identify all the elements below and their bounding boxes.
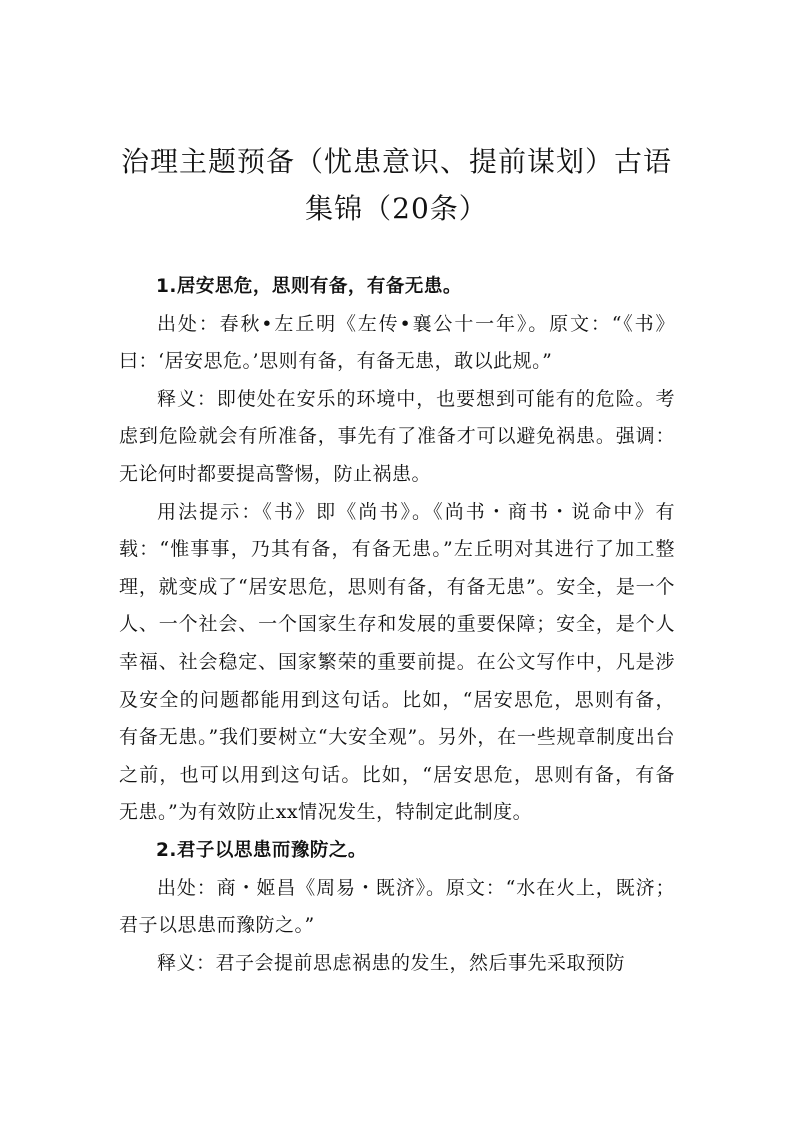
section-2-meaning: 释义：君子会提前思虑祸患的发生，然后事先采取预防 bbox=[157, 951, 626, 974]
section-1-usage: 用法提示：《书》即《尚书》。《尚书・商书・说命中》有载：“惟事事，乃其有备，有备无患。”左丘明对其进行了加工整理，就变成了“居安思危，思则有备，有备无患”。安全，是一个人、一个社会、一个国家生存和发展的重要保障；安全，是个人幸福、社会稳定、国家繁荣的重要前提。在公文写作中，凡是涉及安全的问题都能用到这句话。比如，“居安思危，思则有备，有备无患。”我们要树立“大安全观”。另外，在一些规章制度出台之前，也可以用到这句话。比如，“居安思危，思则有备，有备无患。”为有效防止xx情况发生，特制定此制度。 bbox=[119, 500, 675, 824]
section-2-heading: 2.君子以思患而豫防之。 bbox=[156, 839, 367, 861]
section-1-heading: 1.居安思危，思则有备，有备无患。 bbox=[156, 276, 462, 297]
section-1-meaning: 释义：即使处在安乐的环境中，也要想到可能有的危险。考虑到危险就会有所准备，事先有了准备才可以避免祸患。强调：无论何时都要提高警惕，防止祸患。 bbox=[119, 387, 675, 485]
document-title: 治理主题预备（忧患意识、提前谋划）古语集锦（20条） bbox=[120, 145, 672, 225]
document-body bbox=[119, 268, 675, 982]
section-1-source: 出处：春秋•左丘明《左传•襄公十一年》。原文：“《书》曰：‘居安思危。’思则有备，有备无患，敢以此规。” bbox=[119, 312, 675, 373]
section-2-source: 出处：商・姬昌《周易・既济》。原文：“水在火上，既济；君子以思患而豫防之。” bbox=[119, 876, 675, 937]
